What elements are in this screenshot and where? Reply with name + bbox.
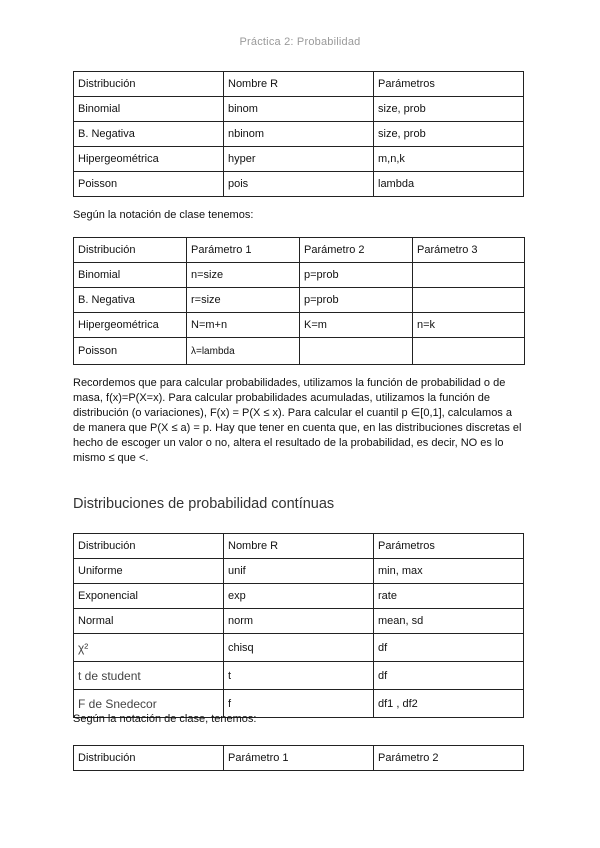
table-header-row [74, 534, 524, 559]
table-cell [413, 263, 525, 288]
parameter-notation-table [73, 237, 525, 365]
notation-intro-text: Según la notación de clase tenemos: [73, 209, 254, 221]
table-header-cell: Distribución [74, 746, 224, 771]
table-cell: F de Snedecor [74, 690, 224, 718]
page-header: Práctica 2: Probabilidad [239, 36, 361, 48]
table-header-cell: Nombre R [224, 534, 374, 559]
table-cell: Binomial [74, 97, 224, 122]
table-header-cell: Distribución [74, 238, 187, 263]
table-cell: Hipergeométrica [74, 313, 187, 338]
table-cell: t [224, 662, 374, 690]
probability-explanation-paragraph [73, 376, 528, 466]
table-row [74, 609, 524, 634]
table-row [74, 147, 524, 172]
table-cell: n=size [187, 263, 300, 288]
table-cell: m,n,k [374, 147, 524, 172]
table-cell: r=size [187, 288, 300, 313]
continuous-distributions-table [73, 533, 524, 718]
table-cell: p=prob [300, 288, 413, 313]
table-cell: Poisson [74, 338, 187, 365]
table-header-cell: Parámetro 3 [413, 238, 525, 263]
table-cell: B. Negativa [74, 122, 224, 147]
table-cell: exp [224, 584, 374, 609]
table-cell: binom [224, 97, 374, 122]
table-cell: χ² [74, 634, 224, 662]
table-cell: min, max [374, 559, 524, 584]
table-cell: B. Negativa [74, 288, 187, 313]
paragraph-line: de manera que P(X ≤ a) = p. Hay que tener en cuenta que, en las distribuciones discretas el [73, 422, 522, 434]
table-header-cell: Parámetro 2 [374, 746, 524, 771]
table-cell: chisq [224, 634, 374, 662]
table-header-cell: Parámetro 2 [300, 238, 413, 263]
table-cell: size, prob [374, 122, 524, 147]
table-cell: lambda [374, 172, 524, 197]
table-cell: Uniforme [74, 559, 224, 584]
table-cell: Normal [74, 609, 224, 634]
continuous-parameter-table [73, 745, 524, 771]
table-cell: df [374, 634, 524, 662]
table-row [74, 122, 524, 147]
table-row [74, 263, 525, 288]
table-cell: f [224, 690, 374, 718]
table-row [74, 313, 525, 338]
table-header-cell: Parámetros [374, 72, 524, 97]
table-cell: Poisson [74, 172, 224, 197]
table-cell: nbinom [224, 122, 374, 147]
section-heading: Distribuciones de probabilidad contínuas [73, 496, 335, 512]
notation-intro-text-2: Según la notación de clase, tenemos: [73, 713, 257, 725]
table-row [74, 338, 525, 365]
table-cell: p=prob [300, 263, 413, 288]
table-cell: norm [224, 609, 374, 634]
paragraph-line: masa, f(x)=P(X=x). Para calcular probabilidades acumuladas, utilizamos la función de [73, 392, 490, 404]
table-cell: t de student [74, 662, 224, 690]
table-cell: df1 , df2 [374, 690, 524, 718]
table-cell: size, prob [374, 97, 524, 122]
table-header-cell: Parámetro 1 [187, 238, 300, 263]
table-header-row [74, 746, 524, 771]
table-header-row [74, 72, 524, 97]
table-header-cell: Distribución [74, 72, 224, 97]
table-header-cell: Parámetro 1 [224, 746, 374, 771]
table-cell: hyper [224, 147, 374, 172]
table-cell: Binomial [74, 263, 187, 288]
table-cell: rate [374, 584, 524, 609]
table-row [74, 288, 525, 313]
table-cell: unif [224, 559, 374, 584]
paragraph-line: Recordemos que para calcular probabilidades, utilizamos la función de probabilidad o de [73, 377, 506, 389]
table-cell: N=m+n [187, 313, 300, 338]
table-row [74, 559, 524, 584]
table-cell: mean, sd [374, 609, 524, 634]
table-cell: pois [224, 172, 374, 197]
table-row [74, 97, 524, 122]
paragraph-line: mismo ≤ que <. [73, 452, 149, 464]
paragraph-line: hecho de escoger un valor o no, altera el resultado de la probabilidad, es decir, NO es lo [73, 437, 504, 449]
table-cell: df [374, 662, 524, 690]
table-cell: Exponencial [74, 584, 224, 609]
discrete-distributions-table [73, 71, 524, 197]
table-header-cell: Distribución [74, 534, 224, 559]
paragraph-line: distribución (o variaciones), F(x) = P(X ≤ x). Para calcular el cuantil p ∈[0,1], calculamos a [73, 407, 512, 419]
table-row [74, 172, 524, 197]
table-cell: K=m [300, 313, 413, 338]
table-row [74, 662, 524, 690]
table-header-cell: Parámetros [374, 534, 524, 559]
table-cell [300, 338, 413, 365]
table-header-cell: Nombre R [224, 72, 374, 97]
table-cell: Hipergeométrica [74, 147, 224, 172]
table-cell [413, 288, 525, 313]
table-header-row [74, 238, 525, 263]
table-row [74, 584, 524, 609]
table-cell [413, 338, 525, 365]
table-cell: λ=lambda [187, 338, 300, 365]
table-row [74, 634, 524, 662]
table-cell: n=k [413, 313, 525, 338]
